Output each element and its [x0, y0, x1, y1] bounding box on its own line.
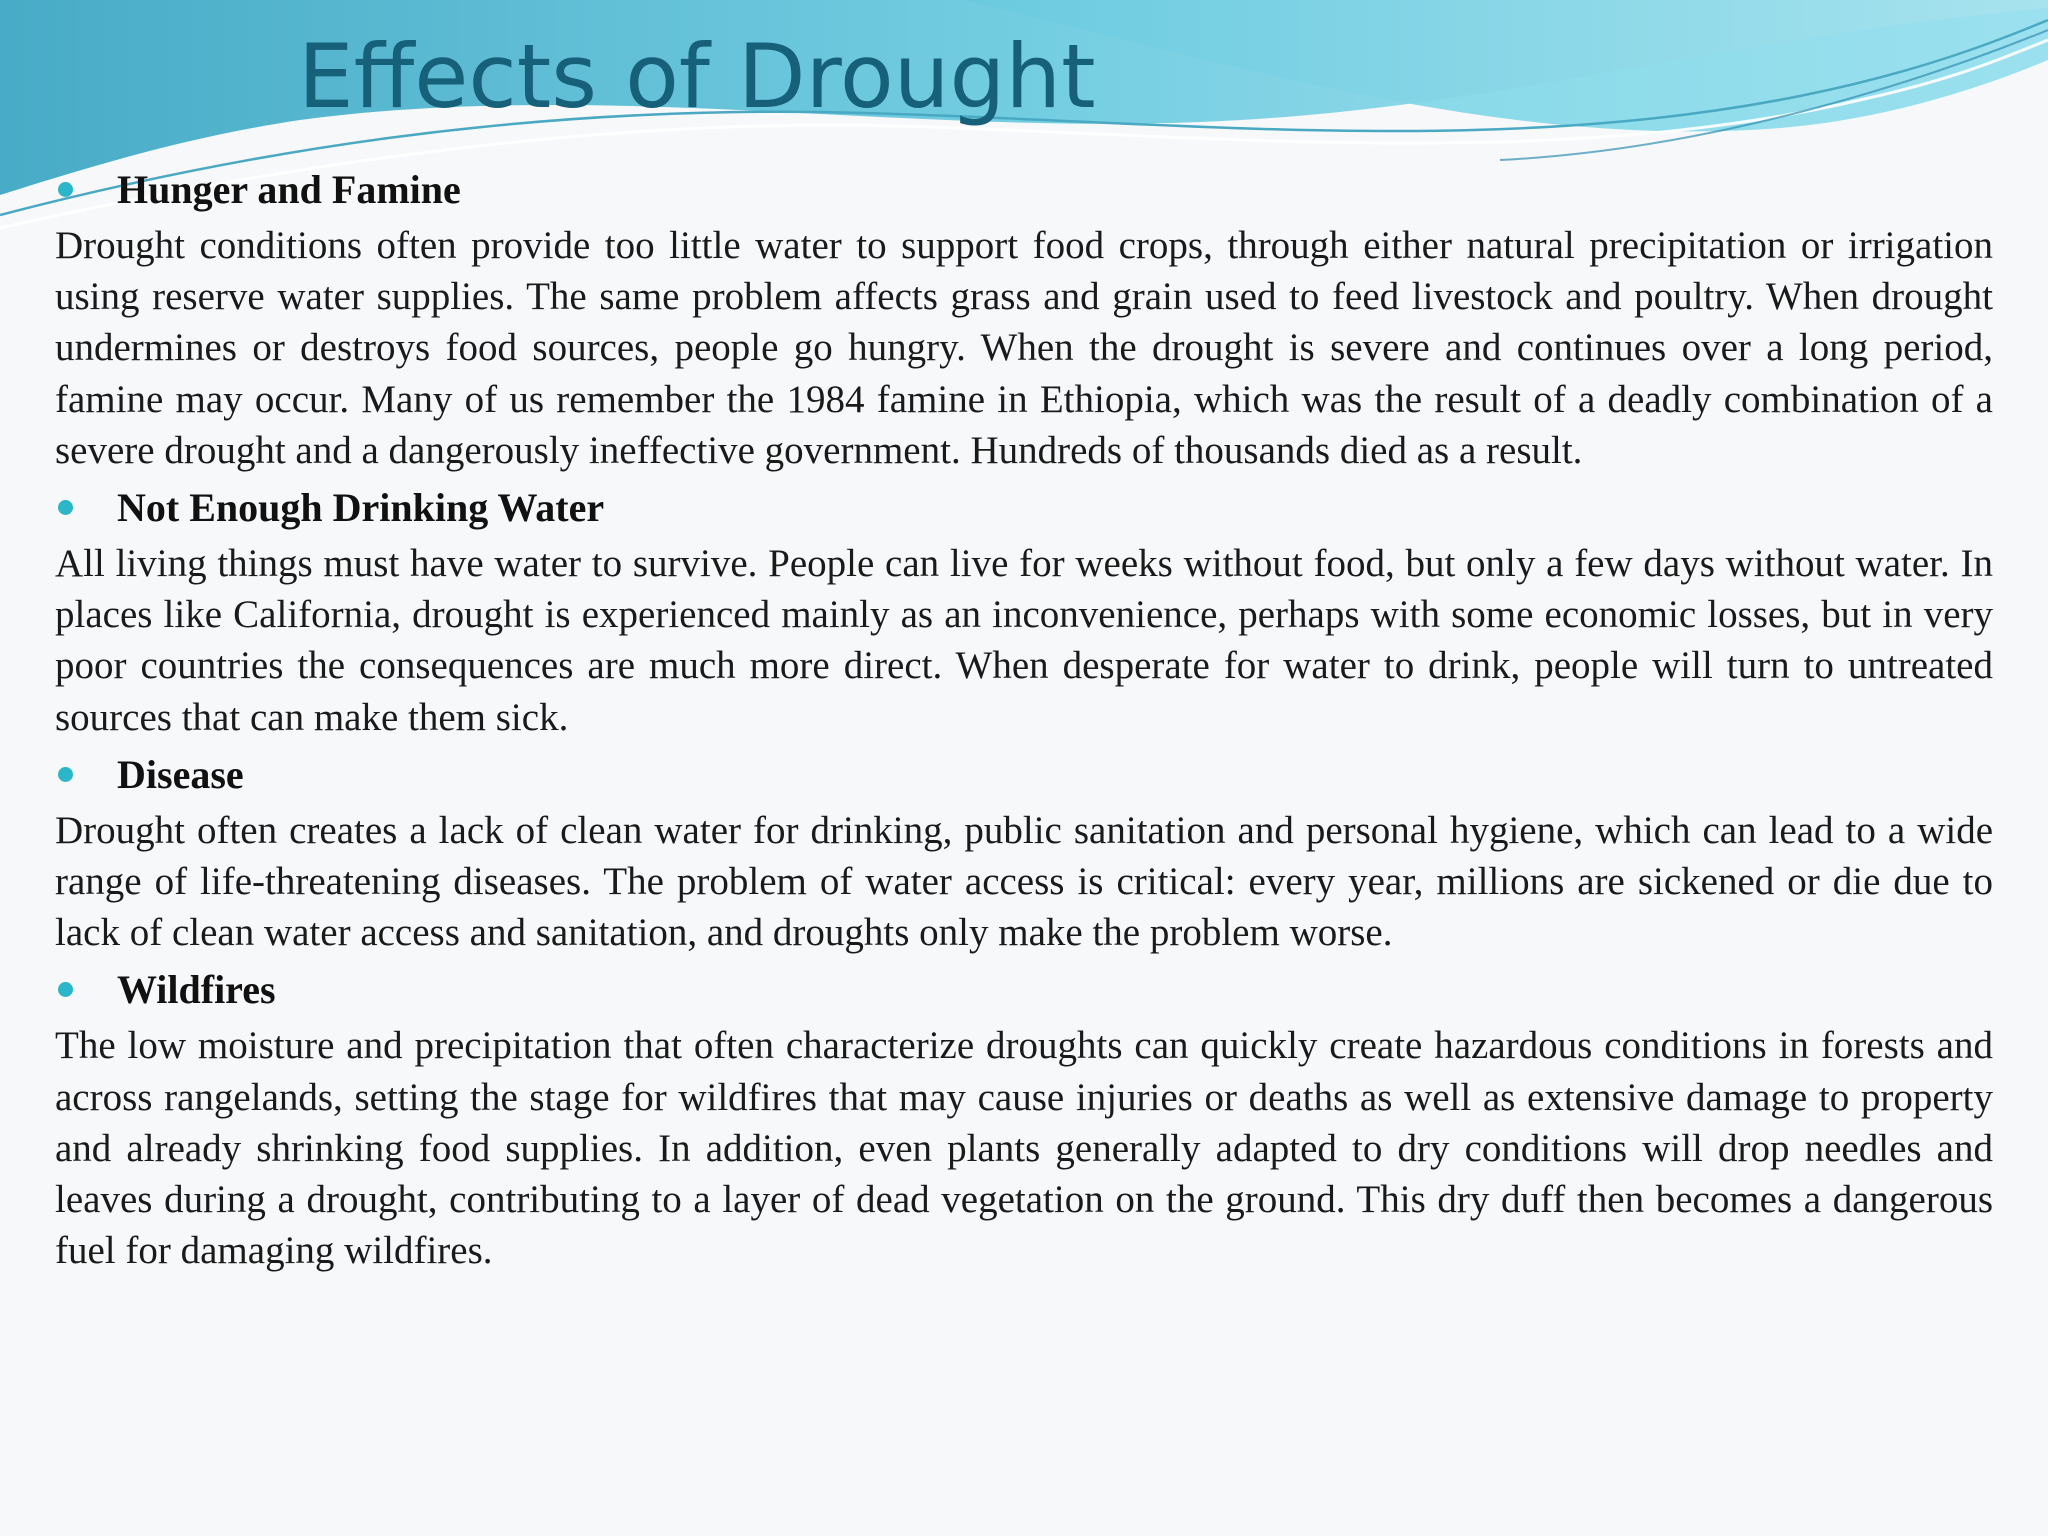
- section-body: The low moisture and precipitation that often characterize droughts can quickly create hazardous conditions in forests and across rangelands, setting the stage for wildfires that may cause injuries or deaths as well as extensive damage to property and already shrinking food supplies. In addition, even plants generally adapted to dry conditions will drop needles and leaves during a drought, contributing to a layer of dead vegetation on the ground. This dry duff then becomes a dangerous fuel for damaging wildfires.: [55, 1024, 1993, 1273]
- section-drinking-water: [55, 478, 1993, 743]
- content-area: [55, 160, 1993, 1276]
- bullet-dot-icon: [58, 982, 73, 997]
- section-body: Drought often creates a lack of clean water for drinking, public sanitation and personal hygiene, which can lead to a wide range of life-threatening diseases. The problem of water access is critical: every year, millions are sickened or die due to lack of clean water access and sanitation, and droughts only make the problem worse.: [55, 808, 1993, 955]
- section-body: All living things must have water to survive. People can live for weeks without food, but only a few days without water. In places like California, drought is experienced mainly as an inconvenience, perhaps with some economic losses, but in very poor countries the consequences are much more direct. When desperate for water to drink, people will turn to untreated sources that can make them sick.: [55, 542, 1993, 739]
- slide-title: Effects of Drought: [298, 25, 1096, 128]
- section-hunger-famine: [55, 160, 1993, 476]
- section-wildfires: [55, 960, 1993, 1276]
- section-heading: [55, 160, 1993, 220]
- section-heading-text: Hunger and Famine: [117, 167, 461, 212]
- bullet-dot-icon: [58, 500, 73, 515]
- section-heading: [55, 478, 1993, 538]
- section-disease: [55, 745, 1993, 959]
- section-heading: [55, 960, 1993, 1020]
- section-heading-text: Wildfires: [117, 967, 276, 1013]
- section-body: Drought conditions often provide too little water to support food crops, through either natural precipitation or irrigation using reserve water supplies. The same problem affects grass and grain used to feed livestock and poultry. When drought undermines or destroys food sources, people go hungry. When the drought is severe and continues over a long period, famine may occur. Many of us remember the 1984 famine in Ethiopia, which was the result of a deadly combination of a severe drought and a dangerously ineffective government. Hundreds of thousands died as a result.: [55, 224, 1993, 472]
- bullet-dot-icon: [58, 182, 73, 197]
- bullet-dot-icon: [58, 767, 73, 782]
- section-heading-text: Disease: [117, 751, 244, 797]
- section-heading: [55, 745, 1993, 805]
- section-heading-text: Not Enough Drinking Water: [117, 485, 605, 531]
